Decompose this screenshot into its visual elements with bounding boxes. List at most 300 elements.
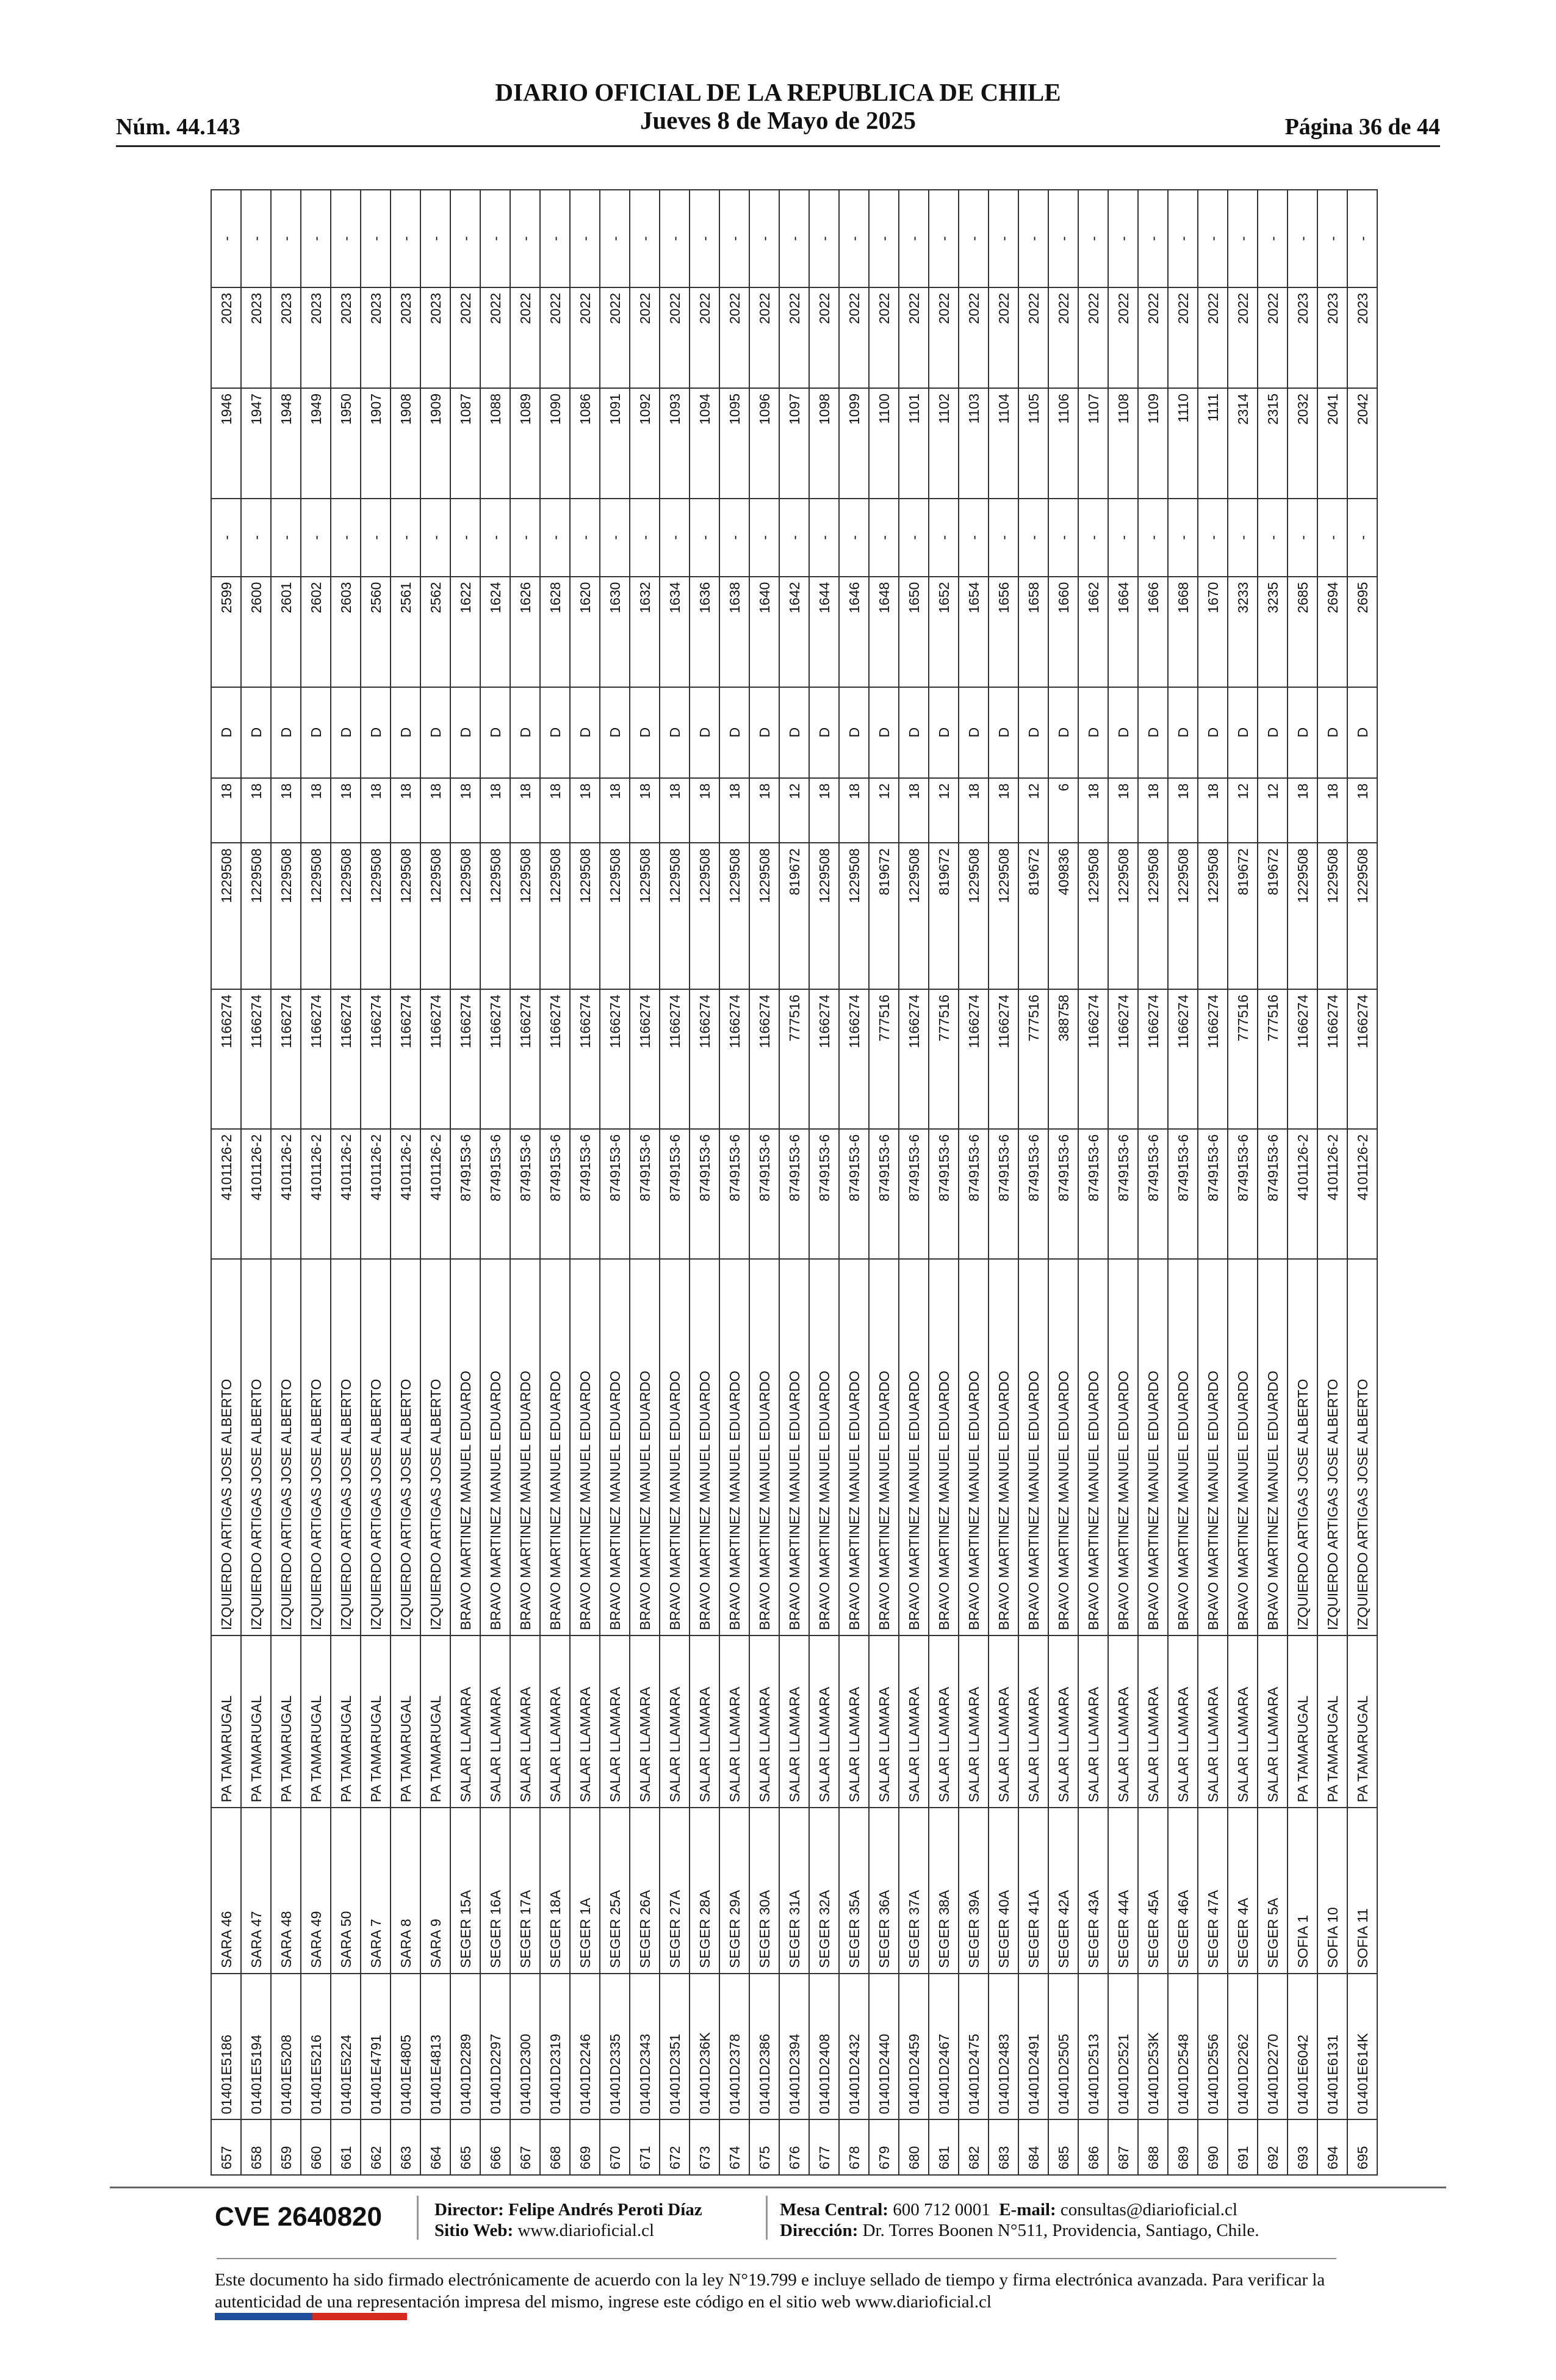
table-cell: SEGER 45A <box>1138 1808 1168 1974</box>
table-cell: 1622 <box>450 577 480 687</box>
table-cell: D <box>241 687 271 778</box>
table-cell: 2694 <box>1317 577 1347 687</box>
table-row <box>1168 190 1198 2175</box>
table-cell: 1640 <box>749 577 779 687</box>
table-cell: SALAR LLAMARA <box>989 1635 1018 1808</box>
table-row <box>1347 190 1377 2175</box>
table-cell: 1229508 <box>1347 843 1377 989</box>
table-cell: SEGER 47A <box>1198 1808 1228 1974</box>
table-cell: 667 <box>510 2120 540 2176</box>
table-cell: 777516 <box>929 989 959 1129</box>
table-cell: 1668 <box>1168 577 1198 687</box>
table-cell: D <box>510 687 540 778</box>
web-link[interactable]: www.diarioficial.cl <box>517 2221 655 2240</box>
table-cell: 01401D2467 <box>929 1974 959 2120</box>
table-cell: 01401D2408 <box>809 1974 839 2120</box>
table-cell: BRAVO MARTINEZ MANUEL EDUARDO <box>510 1259 540 1636</box>
table-cell: SALAR LLAMARA <box>1078 1635 1108 1808</box>
table-cell: BRAVO MARTINEZ MANUEL EDUARDO <box>1108 1259 1138 1636</box>
table-cell: - <box>480 499 510 577</box>
table-cell: 2023 <box>420 287 450 388</box>
table-row <box>1108 190 1138 2175</box>
table-cell: 819672 <box>779 843 809 989</box>
table-cell: 4101126-2 <box>420 1129 450 1259</box>
table-cell: 1229508 <box>899 843 929 989</box>
table-row <box>301 190 331 2175</box>
table-cell: 1624 <box>480 577 510 687</box>
table-cell: 1091 <box>600 388 630 499</box>
table-cell: 695 <box>1347 2120 1377 2176</box>
table-cell: 01401D2319 <box>540 1974 570 2120</box>
table-cell: BRAVO MARTINEZ MANUEL EDUARDO <box>450 1259 480 1636</box>
table-cell: 1229508 <box>391 843 420 989</box>
table-cell: 2022 <box>570 287 600 388</box>
table-cell: SEGER 38A <box>929 1808 959 1974</box>
table-cell: 679 <box>869 2120 899 2176</box>
table-cell: - <box>450 190 480 287</box>
table-cell: BRAVO MARTINEZ MANUEL EDUARDO <box>719 1259 749 1636</box>
table-cell: SEGER 25A <box>600 1808 630 1974</box>
table-cell: D <box>540 687 570 778</box>
table-cell: 665 <box>450 2120 480 2176</box>
table-cell: D <box>959 687 989 778</box>
cve-code: CVE 2640820 <box>215 2202 382 2232</box>
table-cell: - <box>1078 190 1108 287</box>
contact-info <box>780 2199 1259 2241</box>
table-cell: 662 <box>361 2120 391 2176</box>
table-row <box>989 190 1018 2175</box>
table-cell: 1107 <box>1078 388 1108 499</box>
table-cell: 01401D2246 <box>570 1974 600 2120</box>
table-cell: 01401D236K <box>690 1974 719 2120</box>
table-cell: D <box>1078 687 1108 778</box>
table-cell: - <box>510 499 540 577</box>
table-cell: 6 <box>1048 778 1078 843</box>
email-link[interactable]: consultas@diarioficial.cl <box>1060 2200 1237 2220</box>
table-cell: BRAVO MARTINEZ MANUEL EDUARDO <box>839 1259 869 1636</box>
table-row <box>540 190 570 2175</box>
table-cell: 8749153-6 <box>929 1129 959 1259</box>
table-cell: 01401D2262 <box>1228 1974 1258 2120</box>
table-cell: IZQUIERDO ARTIGAS JOSE ALBERTO <box>391 1259 420 1636</box>
table-cell: D <box>211 687 241 778</box>
table-cell: 3235 <box>1258 577 1288 687</box>
table-cell: 1949 <box>301 388 331 499</box>
table-cell: SALAR LLAMARA <box>1198 1635 1228 1808</box>
table-cell: 1229508 <box>809 843 839 989</box>
table-cell: 1166274 <box>899 989 929 1129</box>
table-frame <box>211 189 1371 2176</box>
table-cell: 1166274 <box>1198 989 1228 1129</box>
page-header <box>116 78 1440 145</box>
table-cell: 2022 <box>450 287 480 388</box>
table-cell: 18 <box>510 778 540 843</box>
table-cell: 777516 <box>869 989 899 1129</box>
table-cell: IZQUIERDO ARTIGAS JOSE ALBERTO <box>1347 1259 1377 1636</box>
table-cell: 01401E4791 <box>361 1974 391 2120</box>
table-cell: - <box>331 190 361 287</box>
table-cell: IZQUIERDO ARTIGAS JOSE ALBERTO <box>301 1259 331 1636</box>
table-cell: 2041 <box>1317 388 1347 499</box>
table-cell: 2023 <box>331 287 361 388</box>
publication-title: DIARIO OFICIAL DE LA REPUBLICA DE CHILE <box>495 78 1061 106</box>
table-cell: 690 <box>1198 2120 1228 2176</box>
table-cell: SEGER 30A <box>749 1808 779 1974</box>
table-cell: 1947 <box>241 388 271 499</box>
director-label: Director: <box>434 2200 504 2220</box>
footer-separator <box>766 2196 768 2240</box>
table-cell: BRAVO MARTINEZ MANUEL EDUARDO <box>1138 1259 1168 1636</box>
table-cell: 2560 <box>361 577 391 687</box>
table-cell: 1098 <box>809 388 839 499</box>
table-cell: 2022 <box>1138 287 1168 388</box>
table-cell: D <box>1347 687 1377 778</box>
table-cell: 18 <box>1138 778 1168 843</box>
table-row <box>420 190 450 2175</box>
table-cell: BRAVO MARTINEZ MANUEL EDUARDO <box>1228 1259 1258 1636</box>
table-cell: 1229508 <box>959 843 989 989</box>
table-cell: 18 <box>570 778 600 843</box>
table-cell: 1626 <box>510 577 540 687</box>
issue-number: Núm. 44.143 <box>116 114 240 140</box>
table-cell: 12 <box>869 778 899 843</box>
table-cell: BRAVO MARTINEZ MANUEL EDUARDO <box>1018 1259 1048 1636</box>
table-cell: 01401E614K <box>1347 1974 1377 2120</box>
table-cell: 1229508 <box>1108 843 1138 989</box>
table-cell: - <box>779 499 809 577</box>
table-row <box>391 190 420 2175</box>
table-cell: - <box>989 190 1018 287</box>
table-cell: 2022 <box>839 287 869 388</box>
table-cell: 1087 <box>450 388 480 499</box>
table-cell: - <box>1048 190 1078 287</box>
table-cell: SEGER 16A <box>480 1808 510 1974</box>
table-cell: 1166274 <box>1288 989 1317 1129</box>
table-cell: 18 <box>540 778 570 843</box>
table-cell: 1166274 <box>570 989 600 1129</box>
table-cell: SEGER 44A <box>1108 1808 1138 1974</box>
table-cell: 777516 <box>779 989 809 1129</box>
table-cell: PA TAMARUGAL <box>1288 1635 1317 1808</box>
table-cell: 8749153-6 <box>480 1129 510 1259</box>
table-cell: 12 <box>779 778 809 843</box>
table-cell: 01401D2300 <box>510 1974 540 2120</box>
table-cell: SEGER 42A <box>1048 1808 1078 1974</box>
table-cell: 18 <box>839 778 869 843</box>
table-cell: 1946 <box>211 388 241 499</box>
table-cell: 686 <box>1078 2120 1108 2176</box>
table-cell: 1229508 <box>1317 843 1347 989</box>
table-cell: - <box>1198 190 1228 287</box>
table-cell: 1948 <box>271 388 301 499</box>
table-cell: 8749153-6 <box>1228 1129 1258 1259</box>
table-cell: 685 <box>1048 2120 1078 2176</box>
table-cell: SALAR LLAMARA <box>959 1635 989 1808</box>
table-cell: 8749153-6 <box>869 1129 899 1259</box>
table-cell: SEGER 31A <box>779 1808 809 1974</box>
table-cell: 671 <box>630 2120 660 2176</box>
table-cell: 1632 <box>630 577 660 687</box>
table-cell: 1166274 <box>450 989 480 1129</box>
table-cell: 1229508 <box>719 843 749 989</box>
table-cell: D <box>570 687 600 778</box>
table-cell: IZQUIERDO ARTIGAS JOSE ALBERTO <box>271 1259 301 1636</box>
table-cell: BRAVO MARTINEZ MANUEL EDUARDO <box>989 1259 1018 1636</box>
table-cell: 1166274 <box>959 989 989 1129</box>
flag-red-segment <box>312 2313 407 2320</box>
table-cell: SALAR LLAMARA <box>719 1635 749 1808</box>
table-cell: D <box>779 687 809 778</box>
table-cell: 2022 <box>540 287 570 388</box>
table-cell: 01401D2394 <box>779 1974 809 2120</box>
table-cell: 1093 <box>660 388 690 499</box>
table-cell: - <box>271 499 301 577</box>
table-cell: - <box>959 190 989 287</box>
table-cell: SALAR LLAMARA <box>660 1635 690 1808</box>
table-cell: BRAVO MARTINEZ MANUEL EDUARDO <box>869 1259 899 1636</box>
table-cell: 689 <box>1168 2120 1198 2176</box>
table-cell: 01401D2289 <box>450 1974 480 2120</box>
table-cell: - <box>660 499 690 577</box>
table-cell: 1229508 <box>570 843 600 989</box>
table-cell: BRAVO MARTINEZ MANUEL EDUARDO <box>779 1259 809 1636</box>
table-row <box>211 190 241 2175</box>
table-cell: 1086 <box>570 388 600 499</box>
table-cell: SEGER 28A <box>690 1808 719 1974</box>
table-cell: - <box>1317 499 1347 577</box>
table-cell: 01401D2432 <box>839 1974 869 2120</box>
table-cell: 2022 <box>989 287 1018 388</box>
table-cell: 1664 <box>1108 577 1138 687</box>
table-cell: D <box>1258 687 1288 778</box>
table-cell: 819672 <box>1018 843 1048 989</box>
table-cell: 1638 <box>719 577 749 687</box>
table-cell: SOFIA 11 <box>1347 1808 1377 1974</box>
table-cell: - <box>1048 499 1078 577</box>
table-cell: 683 <box>989 2120 1018 2176</box>
table-cell: - <box>391 499 420 577</box>
table-cell: 658 <box>241 2120 271 2176</box>
table-cell: 1089 <box>510 388 540 499</box>
table-cell: D <box>869 687 899 778</box>
table-cell: 1636 <box>690 577 719 687</box>
mining-concessions-table <box>211 189 1378 2176</box>
table-cell: 688 <box>1138 2120 1168 2176</box>
table-cell: SARA 8 <box>391 1808 420 1974</box>
table-cell: 1099 <box>839 388 869 499</box>
table-cell: BRAVO MARTINEZ MANUEL EDUARDO <box>690 1259 719 1636</box>
table-cell: 8749153-6 <box>1168 1129 1198 1259</box>
table-cell: 1229508 <box>420 843 450 989</box>
page-number: Página 36 de 44 <box>1284 114 1440 140</box>
table-cell: - <box>1288 499 1317 577</box>
table-cell: - <box>420 499 450 577</box>
table-cell: 4101126-2 <box>1288 1129 1317 1259</box>
table-row <box>480 190 510 2175</box>
table-cell: 680 <box>899 2120 929 2176</box>
table-cell: - <box>1138 190 1168 287</box>
table-cell: - <box>1018 190 1048 287</box>
table-cell: 1648 <box>869 577 899 687</box>
publication-date: Jueves 8 de Mayo de 2025 <box>639 106 917 134</box>
table-cell: - <box>361 190 391 287</box>
table-cell: 01401D2378 <box>719 1974 749 2120</box>
table-cell: 670 <box>600 2120 630 2176</box>
table-row <box>869 190 899 2175</box>
table-cell: 12 <box>1228 778 1258 843</box>
table-cell: 01401D2556 <box>1198 1974 1228 2120</box>
table-cell: - <box>749 190 779 287</box>
table-cell: 1166274 <box>1108 989 1138 1129</box>
table-cell: 1102 <box>929 388 959 499</box>
table-cell: D <box>331 687 361 778</box>
table-cell: - <box>1198 499 1228 577</box>
table-cell: 18 <box>1168 778 1198 843</box>
table-cell: 4101126-2 <box>361 1129 391 1259</box>
table-cell: PA TAMARUGAL <box>1347 1635 1377 1808</box>
table-cell: 1642 <box>779 577 809 687</box>
table-cell: 2022 <box>1018 287 1048 388</box>
table-cell: 01401D2386 <box>749 1974 779 2120</box>
table-cell: - <box>570 499 600 577</box>
table-cell: - <box>630 499 660 577</box>
table-cell: 666 <box>480 2120 510 2176</box>
table-cell: 18 <box>1198 778 1228 843</box>
table-cell: D <box>1048 687 1078 778</box>
table-cell: - <box>660 190 690 287</box>
table-cell: 1166274 <box>1078 989 1108 1129</box>
table-cell: 8749153-6 <box>660 1129 690 1259</box>
table-cell: 1909 <box>420 388 450 499</box>
table-cell: - <box>899 499 929 577</box>
table-cell: 2023 <box>241 287 271 388</box>
table-cell: - <box>450 499 480 577</box>
table-cell: - <box>1228 190 1258 287</box>
table-cell: 4101126-2 <box>301 1129 331 1259</box>
table-cell: 1166274 <box>361 989 391 1129</box>
table-cell: 1166274 <box>331 989 361 1129</box>
table-cell: SALAR LLAMARA <box>1018 1635 1048 1808</box>
web-label: Sitio Web: <box>434 2221 514 2240</box>
table-cell: BRAVO MARTINEZ MANUEL EDUARDO <box>600 1259 630 1636</box>
table-cell: 12 <box>929 778 959 843</box>
table-cell: D <box>301 687 331 778</box>
table-cell: 1097 <box>779 388 809 499</box>
table-cell: 1166274 <box>391 989 420 1129</box>
table-cell: 12 <box>1258 778 1288 843</box>
table-cell: PA TAMARUGAL <box>331 1635 361 1808</box>
table-cell: 8749153-6 <box>899 1129 929 1259</box>
table-cell: D <box>1288 687 1317 778</box>
table-cell: SOFIA 10 <box>1317 1808 1347 1974</box>
table-cell: 01401E5208 <box>271 1974 301 2120</box>
table-cell: 1109 <box>1138 388 1168 499</box>
table-cell: D <box>1228 687 1258 778</box>
table-cell: SALAR LLAMARA <box>899 1635 929 1808</box>
table-row <box>1018 190 1048 2175</box>
table-cell: D <box>1108 687 1138 778</box>
table-cell: 01401E4813 <box>420 1974 450 2120</box>
table-cell: 1166274 <box>600 989 630 1129</box>
table-cell: - <box>719 190 749 287</box>
table-cell: 8749153-6 <box>510 1129 540 1259</box>
table-cell: 1166274 <box>749 989 779 1129</box>
table-cell: 668 <box>540 2120 570 2176</box>
table-cell: SOFIA 1 <box>1288 1808 1317 1974</box>
table-cell: 18 <box>1288 778 1317 843</box>
table-cell: 8749153-6 <box>989 1129 1018 1259</box>
table-cell: BRAVO MARTINEZ MANUEL EDUARDO <box>959 1259 989 1636</box>
table-cell: SEGER 18A <box>540 1808 570 1974</box>
table-cell: 2022 <box>510 287 540 388</box>
table-cell: - <box>1108 190 1138 287</box>
table-row <box>630 190 660 2175</box>
table-cell: SARA 48 <box>271 1808 301 1974</box>
table-cell: SALAR LLAMARA <box>1048 1635 1078 1808</box>
table-cell: 1658 <box>1018 577 1048 687</box>
table-cell: - <box>779 190 809 287</box>
table-cell: 1166274 <box>301 989 331 1129</box>
table-cell: 2022 <box>749 287 779 388</box>
footer-separator <box>417 2196 419 2240</box>
table-cell: 2022 <box>899 287 929 388</box>
table-cell: 4101126-2 <box>1347 1129 1377 1259</box>
table-row <box>1228 190 1258 2175</box>
table-cell: 01401D2343 <box>630 1974 660 2120</box>
table-cell: - <box>1228 499 1258 577</box>
table-cell: SARA 9 <box>420 1808 450 1974</box>
table-cell: 2685 <box>1288 577 1317 687</box>
table-cell: - <box>241 499 271 577</box>
table-row <box>1138 190 1168 2175</box>
table-cell: 664 <box>420 2120 450 2176</box>
table-cell: - <box>1078 499 1108 577</box>
table-cell: 01401D2335 <box>600 1974 630 2120</box>
table-cell: 1662 <box>1078 577 1108 687</box>
table-cell: SALAR LLAMARA <box>1258 1635 1288 1808</box>
table-cell: 2022 <box>1228 287 1258 388</box>
table-cell: 2022 <box>1078 287 1108 388</box>
table-cell: SALAR LLAMARA <box>1228 1635 1258 1808</box>
table-cell: 663 <box>391 2120 420 2176</box>
table-cell: - <box>869 499 899 577</box>
table-cell: BRAVO MARTINEZ MANUEL EDUARDO <box>1078 1259 1108 1636</box>
table-cell: 4101126-2 <box>271 1129 301 1259</box>
table-cell: 1104 <box>989 388 1018 499</box>
table-row <box>570 190 600 2175</box>
table-cell: SEGER 1A <box>570 1808 600 1974</box>
table-cell: PA TAMARUGAL <box>361 1635 391 1808</box>
table-cell: SALAR LLAMARA <box>570 1635 600 1808</box>
table-cell: - <box>719 499 749 577</box>
table-cell: BRAVO MARTINEZ MANUEL EDUARDO <box>630 1259 660 1636</box>
table-cell: 1110 <box>1168 388 1198 499</box>
table-cell: PA TAMARUGAL <box>391 1635 420 1808</box>
table-row <box>1078 190 1108 2175</box>
table-cell: D <box>719 687 749 778</box>
table-row <box>361 190 391 2175</box>
table-cell: 675 <box>749 2120 779 2176</box>
mesa-phone: 600 712 0001 <box>893 2200 990 2220</box>
table-cell: 1908 <box>391 388 420 499</box>
flag-color-bar <box>215 2313 407 2320</box>
table-cell: - <box>809 499 839 577</box>
table-cell: D <box>450 687 480 778</box>
table-cell: D <box>361 687 391 778</box>
table-cell: IZQUIERDO ARTIGAS JOSE ALBERTO <box>211 1259 241 1636</box>
table-row <box>929 190 959 2175</box>
table-cell: 1090 <box>540 388 570 499</box>
